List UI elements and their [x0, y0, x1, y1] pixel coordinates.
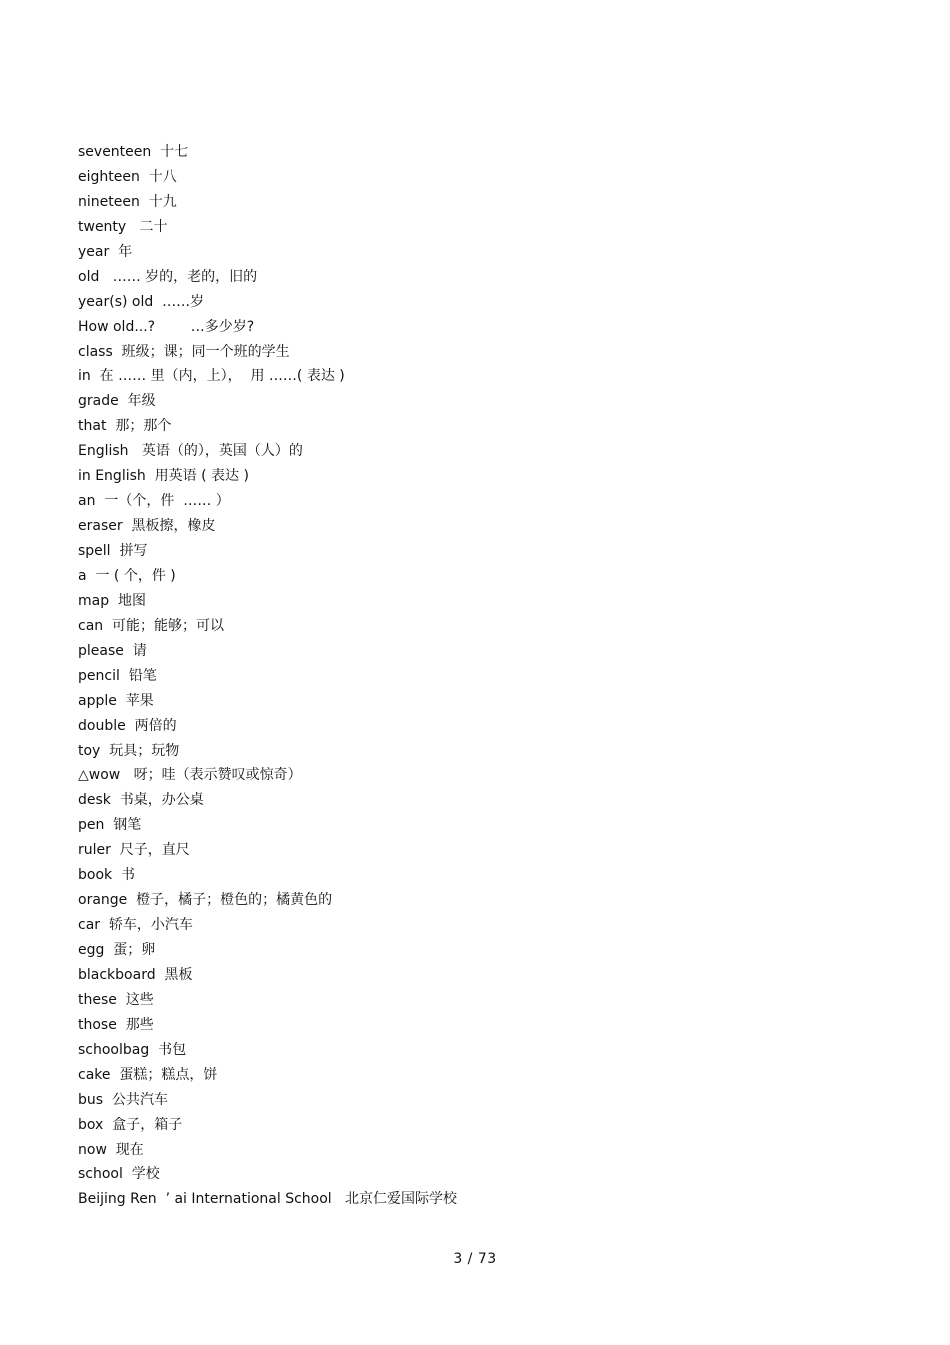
- list-item: schoolbag 书包: [78, 1041, 187, 1058]
- list-item: nineteen 十九: [78, 193, 177, 210]
- list-item: spell 拼写: [78, 543, 148, 559]
- page-number: 3 / 73: [453, 1251, 497, 1267]
- list-item: in English 用英语 ( 表达 ): [78, 468, 249, 485]
- list-item: egg 蛋；卵: [78, 942, 156, 958]
- list-item: that 那；那个: [78, 418, 172, 435]
- list-item: cake 蛋糕；糕点，饼: [78, 1066, 218, 1083]
- list-item: eighteen 十八: [78, 168, 177, 185]
- list-item: car 轿车，小汽车: [78, 917, 193, 934]
- list-item: in 在 …… 里（内，上）， 用 ……( 表达 ): [78, 368, 345, 385]
- list-item: △wow 呀；哇（表示赞叹或惊奇）: [78, 767, 302, 784]
- list-item: pen 钢笔: [78, 817, 142, 834]
- list-item: class 班级；课；同一个班的学生: [78, 343, 290, 360]
- list-item: orange 橙子，橘子；橙色的；橘黄色的: [78, 892, 333, 909]
- list-item: apple 苹果: [78, 692, 154, 709]
- list-item: ruler 尺子，直尺: [78, 842, 190, 859]
- vocabulary-list: [78, 140, 878, 1212]
- list-item: twenty 二十: [78, 218, 168, 235]
- list-item: map 地图: [78, 592, 147, 609]
- list-item: pencil 铅笔: [78, 667, 157, 684]
- list-item: school 学校: [78, 1166, 160, 1183]
- list-item: English 英语（的），英国（人）的: [78, 443, 303, 460]
- list-item: bus 公共汽车: [78, 1091, 168, 1108]
- list-item: box 盒子，箱子: [78, 1116, 183, 1133]
- list-item: Beijing Ren ’ ai International School 北京仁爱国际学校: [78, 1191, 458, 1208]
- list-item: now 现在: [78, 1141, 144, 1158]
- list-item: desk 书桌，办公桌: [78, 792, 204, 809]
- list-item: grade 年级: [78, 393, 156, 410]
- list-item: year(s) old ……岁: [78, 293, 205, 310]
- list-item: How old...? …多少岁?: [78, 318, 255, 335]
- list-item: double 两倍的: [78, 717, 177, 734]
- list-item: seventeen 十七: [78, 144, 189, 160]
- list-item: year 年: [78, 243, 133, 260]
- list-item: please 请: [78, 642, 147, 659]
- list-item: eraser 黑板擦，橡皮: [78, 518, 216, 535]
- list-item: those 那些: [78, 1016, 154, 1033]
- list-item: a 一 ( 个，件 ): [78, 567, 176, 584]
- list-item: can 可能；能够；可以: [78, 617, 225, 634]
- list-item: an 一（个，件 …… ）: [78, 493, 230, 510]
- list-item: toy 玩具；玩物: [78, 742, 180, 759]
- list-item: blackboard 黑板: [78, 966, 193, 983]
- list-item: old …… 岁的，老的，旧的: [78, 268, 258, 285]
- list-item: book 书: [78, 867, 136, 884]
- list-item: these 这些: [78, 991, 154, 1008]
